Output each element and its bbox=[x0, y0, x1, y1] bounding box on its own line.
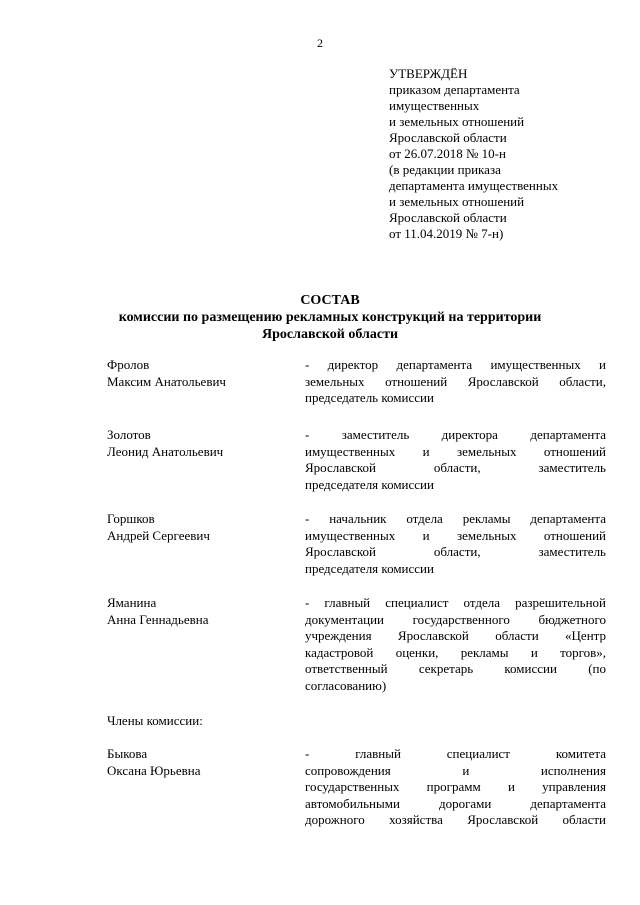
member-entry bbox=[0, 427, 640, 511]
member-given-name: Максим Анатольевич bbox=[107, 373, 226, 389]
member-given-name: Анна Геннадьевна bbox=[107, 611, 209, 627]
approval-line: (в редакции приказа bbox=[389, 162, 501, 177]
role-line: Ярославской области, заместитель bbox=[305, 460, 606, 475]
member-entry bbox=[0, 595, 640, 708]
member-name bbox=[107, 746, 297, 779]
member-entry bbox=[0, 746, 640, 829]
role-line: - главный специалист отдела разрешительной bbox=[305, 595, 606, 610]
title-line: комиссии по размещению рекламных конструкций на территории bbox=[118, 310, 542, 325]
commission-members-list bbox=[0, 357, 640, 708]
commission-members-list bbox=[0, 746, 640, 829]
approval-line: приказом департамента bbox=[389, 82, 520, 97]
role-line: учреждения Ярославской области «Центр bbox=[305, 628, 606, 643]
role-line: - главный специалист комитета bbox=[305, 746, 606, 761]
approval-line: Ярославской области bbox=[389, 210, 507, 225]
role-line: - начальник отдела рекламы департамента bbox=[305, 511, 606, 526]
member-role bbox=[305, 427, 606, 493]
member-role bbox=[305, 511, 606, 577]
role-line: согласованию) bbox=[305, 677, 387, 693]
approval-line: от 11.04.2019 № 7-н) bbox=[389, 226, 504, 241]
role-line: земельных отношений Ярославской области, bbox=[305, 373, 606, 389]
members-section-label: Члены комиссии: bbox=[107, 713, 203, 728]
approval-line: департамента имущественных bbox=[389, 178, 559, 193]
role-line: - директор департамента имущественных и bbox=[305, 357, 606, 372]
member-given-name: Леонид Анатольевич bbox=[107, 443, 224, 459]
member-role bbox=[305, 357, 606, 407]
member-entry bbox=[0, 511, 640, 595]
member-name bbox=[107, 595, 297, 628]
approval-line: УТВЕРЖДЁН bbox=[389, 66, 468, 81]
member-surname: Горшков bbox=[107, 511, 155, 526]
role-line: председатель комиссии bbox=[305, 390, 434, 405]
role-line: имущественных и земельных отношений bbox=[305, 443, 606, 459]
member-surname: Фролов bbox=[107, 357, 150, 372]
page-number: 2 bbox=[317, 36, 323, 50]
member-role bbox=[305, 595, 606, 694]
member-entry bbox=[0, 357, 640, 423]
member-name bbox=[107, 511, 297, 544]
member-name bbox=[107, 427, 297, 460]
role-line: ответственный секретарь комиссии (по bbox=[305, 661, 606, 676]
role-line: председателя комиссии bbox=[305, 560, 434, 576]
member-role bbox=[305, 746, 606, 829]
member-surname: Яманина bbox=[107, 595, 157, 610]
member-given-name: Оксана Юрьевна bbox=[107, 762, 201, 778]
title-line: Ярославской области bbox=[261, 327, 399, 342]
role-line: государственных программ и управления bbox=[305, 779, 606, 794]
role-line: председателя комиссии bbox=[305, 476, 434, 492]
approval-line: и земельных отношений bbox=[389, 194, 525, 209]
member-given-name: Андрей Сергеевич bbox=[107, 527, 210, 543]
role-line: имущественных и земельных отношений bbox=[305, 527, 606, 543]
member-surname: Быкова bbox=[107, 746, 148, 761]
role-line: кадастровой оценки, рекламы и торгов», bbox=[305, 644, 606, 660]
role-line: дорожного хозяйства Ярославской области bbox=[305, 812, 606, 827]
role-line: документации государственного бюджетного bbox=[305, 611, 606, 627]
role-line: Ярославской области, заместитель bbox=[305, 544, 606, 559]
title-heading: СОСТАВ bbox=[300, 293, 360, 308]
approval-stamp bbox=[389, 66, 629, 242]
document-title bbox=[60, 292, 600, 343]
approval-line: Ярославской области bbox=[389, 130, 507, 145]
role-line: автомобильными дорогами департамента bbox=[305, 795, 606, 811]
member-name bbox=[107, 357, 297, 390]
member-surname: Золотов bbox=[107, 427, 151, 442]
approval-line: и земельных отношений bbox=[389, 114, 525, 129]
approval-line: от 26.07.2018 № 10-н bbox=[389, 146, 506, 161]
role-line: - заместитель директора департамента bbox=[305, 427, 606, 442]
role-line: сопровождения и исполнения bbox=[305, 762, 606, 778]
approval-line: имущественных bbox=[389, 98, 480, 113]
